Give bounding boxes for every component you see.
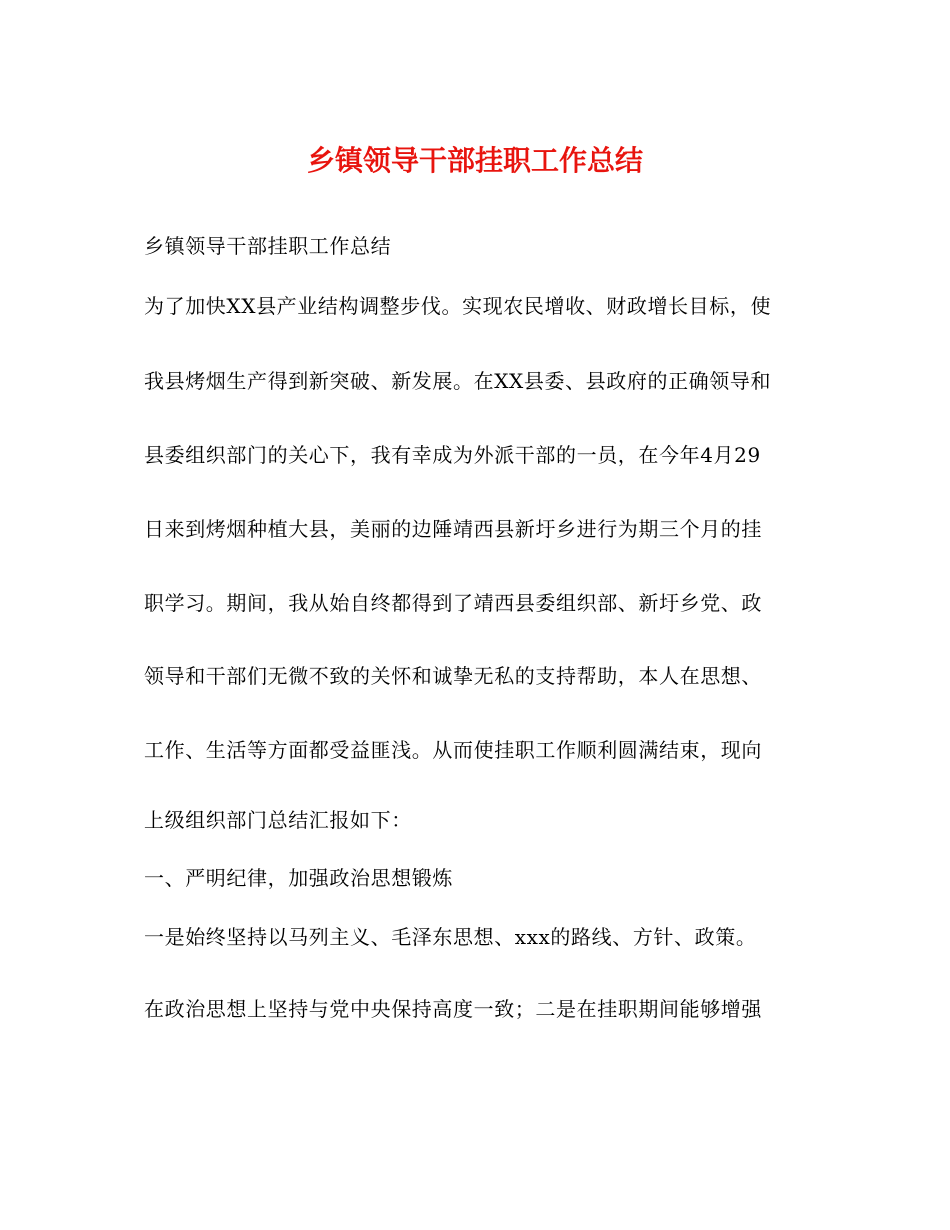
body-line: 上级组织部门总结汇报如下： (144, 808, 412, 832)
body-line: 领导和干部们无微不致的关怀和诚挚无私的支持帮助，本人在思想、 (144, 664, 762, 688)
body-line: 为了加快XX县产业结构调整步伐。实现农民增收、财政增长目标，使 (144, 294, 772, 318)
document-title: 乡镇领导干部挂职工作总结 (306, 144, 643, 177)
body-line: 工作、生活等方面都受益匪浅。从而使挂职工作顺利圆满结束，现向 (144, 738, 762, 762)
body-line: 一是始终坚持以马列主义、毛泽东思想、xxx的路线、方针、政策。 (144, 925, 757, 949)
body-line: 我县烤烟生产得到新突破、新发展。在XX县委、县政府的正确领导和 (144, 369, 772, 393)
section-heading: 一、严明纪律，加强政治思想锻炼 (144, 866, 453, 890)
subtitle-line: 乡镇领导干部挂职工作总结 (144, 234, 392, 258)
body-line: 县委组织部门的关心下，我有幸成为外派干部的一员，在今年4月29 (144, 443, 761, 467)
body-line: 在政治思想上坚持与党中央保持高度一致；二是在挂职期间能够增强 (144, 997, 762, 1021)
body-line: 日来到烤烟种植大县，美丽的边陲靖西县新圩乡进行为期三个月的挂 (144, 517, 762, 541)
body-line: 职学习。期间，我从始自终都得到了靖西县委组织部、新圩乡党、政 (144, 591, 762, 615)
